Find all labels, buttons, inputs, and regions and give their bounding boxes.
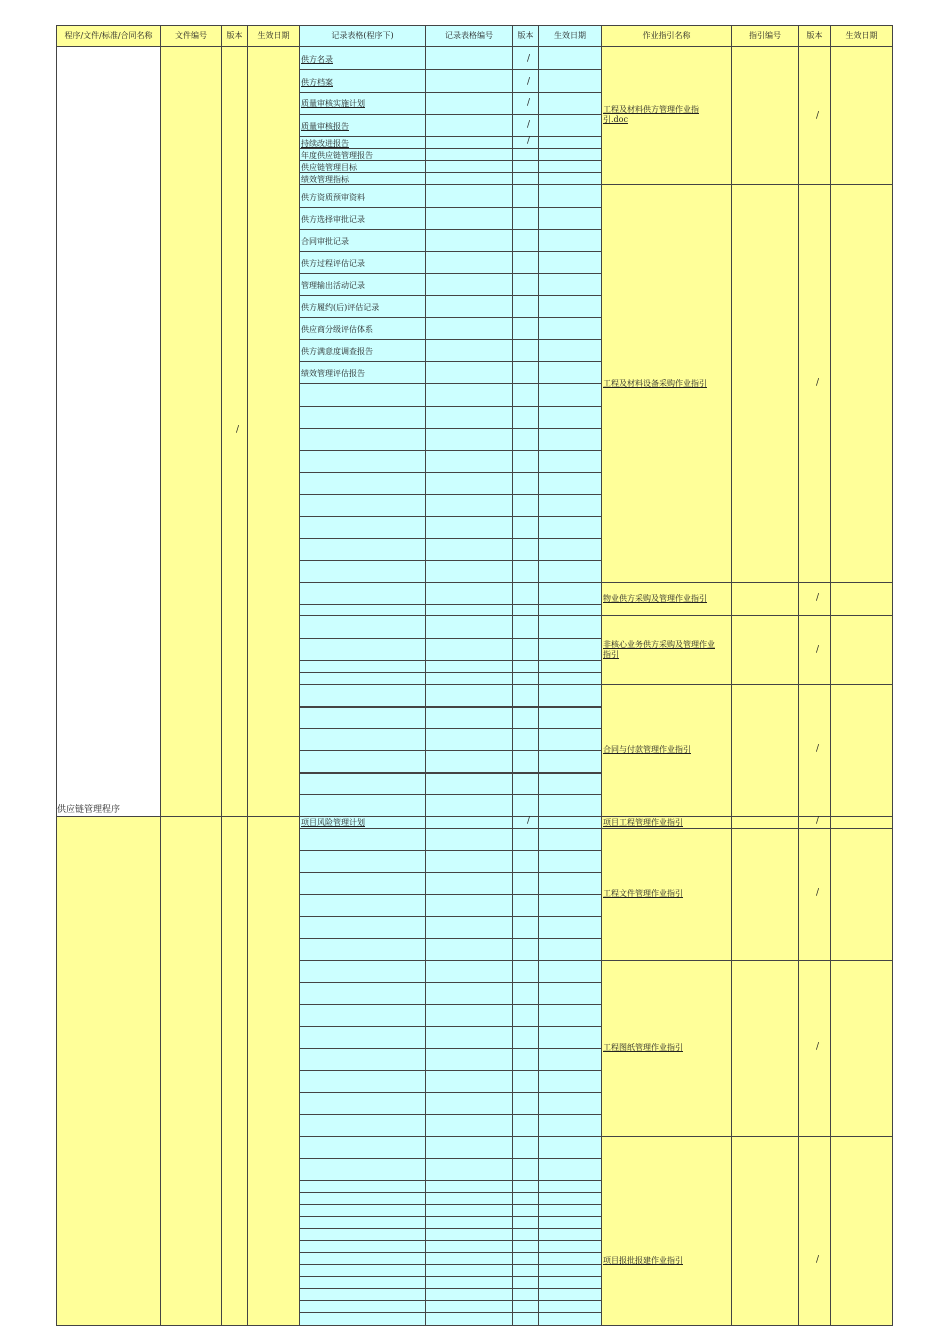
record-row-line: [299, 794, 601, 795]
record-quality-audit-plan[interactable]: 质量审核实施计划: [301, 99, 365, 108]
proc-name-block-2: [56, 816, 161, 1326]
header-record-no: [425, 25, 513, 47]
guides-area: [601, 46, 893, 1326]
guide-noncore-supplier-line1: 非核心业务供方采购及管理作业: [603, 640, 715, 649]
header-guide-eff-date: [830, 25, 893, 47]
guide-property-supplier[interactable]: 物业供方采购及管理作业指引: [603, 594, 707, 603]
record-chain-goals: 供应链管理目标: [301, 163, 357, 172]
guide-project-engineering-version: /: [816, 816, 820, 826]
record-row-line: [299, 828, 601, 829]
record-row-line: [299, 660, 601, 661]
record-quality-audit-plan-version: /: [527, 98, 531, 108]
record-row-line: [299, 114, 601, 115]
record-row-line: [299, 816, 601, 817]
guide-row-line: [601, 1136, 893, 1137]
record-row-line: [299, 538, 601, 539]
guide-engineering-supplier[interactable]: [603, 105, 699, 125]
record-row-line: [299, 516, 601, 517]
grid-vline: [299, 25, 300, 1326]
record-row-line: [299, 1228, 601, 1229]
header-guide-name: [601, 25, 732, 47]
record-row-line: [299, 1180, 601, 1181]
record-row-line: [299, 728, 601, 729]
header-guide-no-text: 指引编号: [749, 31, 781, 40]
header-file-no: [160, 25, 222, 47]
record-satisfaction-survey: 供方满意度调查报告: [301, 347, 373, 356]
header-record-form-text: 记录表格(程序下): [331, 31, 394, 40]
record-row-line: [299, 938, 601, 939]
record-row-line: [299, 1240, 601, 1241]
record-row-line: [299, 960, 601, 961]
grid-hline: [56, 1325, 893, 1326]
record-supplier-archive[interactable]: 供方档案: [301, 78, 333, 87]
record-supplier-list[interactable]: 供方名录: [301, 55, 333, 64]
guide-engineering-drawings[interactable]: 工程图纸管理作业指引: [603, 1043, 683, 1052]
grid-vline: [512, 25, 513, 1326]
procedure-name: 供应链管理程序: [57, 805, 121, 815]
record-row-line: [299, 1070, 601, 1071]
header-file-no-text: 文件编号: [175, 31, 207, 40]
record-row-line: [299, 1114, 601, 1115]
header-guide-name-text: 作业指引名称: [642, 31, 691, 40]
record-row-line: [299, 1004, 601, 1005]
grid-vline: [731, 25, 732, 1326]
record-performance-report: 绩效管理评估报告: [301, 369, 365, 378]
record-contract-approval: 合同审批记录: [301, 237, 349, 246]
guide-engineering-supplier-line1: 工程及材料供方管理作业指: [603, 105, 699, 114]
guide-row-line: [601, 828, 893, 829]
grid-vline: [798, 25, 799, 1326]
record-row-line: [299, 136, 601, 137]
record-row-line: [299, 894, 601, 895]
proc-date-col: [247, 46, 300, 1326]
record-row-line: [299, 339, 601, 340]
guide-noncore-supplier-version: /: [816, 645, 820, 655]
record-post-performance-eval: 供方履约(后)评估记录: [301, 303, 380, 312]
header-eff-date: [247, 25, 300, 47]
header-record-version: [512, 25, 539, 47]
record-row-line: [299, 560, 601, 561]
record-row-line: [299, 615, 601, 616]
grid-hline: [56, 25, 893, 26]
header-proc-name-text: 程序/文件/标准/合同名称: [64, 31, 153, 40]
record-row-line: [299, 604, 601, 605]
guide-engineering-supplier-line2: 引.doc: [603, 115, 628, 124]
guide-engineering-procurement[interactable]: 工程及材料设备采购作业指引: [603, 379, 707, 388]
guide-engineering-drawings-version: /: [816, 1042, 820, 1052]
proc-name-block-1: [56, 46, 161, 817]
proc-file-no-col: [160, 46, 222, 1326]
header-record-no-text: 记录表格编号: [445, 31, 493, 40]
record-row-line: [299, 1158, 601, 1159]
guide-engineering-supplier-version: /: [816, 111, 820, 121]
record-row-line: [299, 1026, 601, 1027]
record-project-risk-plan-version: /: [527, 816, 531, 826]
record-row-line: [299, 450, 601, 451]
grid-vline: [425, 25, 426, 1326]
record-row-line: [299, 92, 601, 93]
guide-contract-payment[interactable]: 合同与付款管理作业指引: [603, 745, 691, 754]
guide-row-line: [601, 960, 893, 961]
guide-engineering-documents-version: /: [816, 888, 820, 898]
guide-contract-payment-version: /: [816, 744, 820, 754]
record-row-line: [299, 638, 601, 639]
record-row-line: [299, 361, 601, 362]
guide-row-line: [601, 615, 893, 616]
guide-engineering-procurement-version: /: [816, 378, 820, 388]
record-row-line: [299, 850, 601, 851]
record-row-line: [299, 69, 601, 70]
record-continuous-improvement-version: /: [527, 136, 531, 146]
guide-project-engineering[interactable]: 项目工程管理作业指引: [603, 818, 683, 827]
guide-noncore-supplier-line2: 指引: [603, 650, 619, 659]
record-row-line: [299, 317, 601, 318]
record-row-line: [299, 1048, 601, 1049]
procedure-version-mark: /: [236, 425, 240, 435]
guide-row-line: [601, 816, 893, 817]
guide-row-line: [601, 184, 893, 185]
record-row-line: [299, 273, 601, 274]
record-row-line: [299, 229, 601, 230]
record-row-line: [299, 1252, 601, 1253]
record-performance-indicators: 绩效管理指标: [301, 175, 349, 184]
header-guide-version: [798, 25, 831, 47]
record-row-line: [299, 1288, 601, 1289]
record-row-line: [299, 707, 601, 708]
record-row-line: [299, 207, 601, 208]
record-row-line: [299, 1216, 601, 1217]
record-project-risk-plan[interactable]: 项目风险管理计划: [301, 818, 365, 827]
record-row-line: [299, 46, 601, 47]
header-record-version-text: 版本: [517, 31, 534, 40]
record-row-line: [299, 1264, 601, 1265]
header-guide-eff-date-text: 生效日期: [845, 31, 878, 40]
record-row-line: [299, 1204, 601, 1205]
grid-hline: [56, 816, 299, 817]
record-row-line: [299, 383, 601, 384]
record-supplier-list-version: /: [527, 54, 531, 64]
record-supplier-grading: 供应商分级评估体系: [301, 325, 373, 334]
record-row-line: [299, 1300, 601, 1301]
record-row-line: [299, 773, 601, 774]
header-version: [221, 25, 248, 47]
record-process-evaluation: 供方过程评估记录: [301, 259, 365, 268]
record-quality-audit-report[interactable]: 质量审核报告: [301, 122, 349, 131]
record-row-line: [299, 750, 601, 751]
grid-vline: [538, 25, 539, 1326]
guide-engineering-documents[interactable]: 工程文件管理作业指引: [603, 889, 683, 898]
record-row-line: [299, 872, 601, 873]
header-guide-version-text: 版本: [806, 31, 823, 40]
record-row-line: [299, 1312, 601, 1313]
grid-vline: [221, 25, 222, 1326]
record-row-line: [299, 494, 601, 495]
record-row-line: [299, 251, 601, 252]
record-row-line: [299, 1192, 601, 1193]
guide-row-line: [601, 582, 893, 583]
grid-vline: [160, 25, 161, 1326]
header-proc-name: [56, 25, 161, 47]
record-supplier-archive-version: /: [527, 77, 531, 87]
header-record-eff-date-text: 生效日期: [554, 31, 586, 40]
grid-vline: [830, 25, 831, 1326]
proc-version-col: [221, 46, 248, 1326]
record-row-line: [299, 472, 601, 473]
header-version-text: 版本: [226, 31, 243, 40]
record-output-activities: 管理输出活动记录: [301, 281, 365, 290]
header-record-eff-date: [538, 25, 602, 47]
record-row-line: [299, 916, 601, 917]
record-row-line: [299, 428, 601, 429]
guide-project-approval[interactable]: 项目报批报建作业指引: [603, 1256, 683, 1265]
grid-vline: [892, 25, 893, 1326]
record-row-line: [299, 1276, 601, 1277]
record-row-line: [299, 1092, 601, 1093]
record-row-line: [299, 672, 601, 673]
record-row-line: [299, 684, 601, 685]
header-guide-no: [731, 25, 799, 47]
guide-row-line: [601, 684, 893, 685]
header-record-form: [299, 25, 426, 47]
record-continuous-improvement[interactable]: 持续改进报告: [301, 139, 349, 148]
guide-noncore-supplier[interactable]: [603, 640, 715, 660]
header-eff-date-text: 生效日期: [257, 31, 290, 40]
record-row-line: [299, 406, 601, 407]
record-annual-report: 年度供应链管理报告: [301, 151, 373, 160]
grid-vline: [56, 25, 57, 1326]
record-row-line: [299, 1136, 601, 1137]
guide-property-supplier-version: /: [816, 593, 820, 603]
record-qualification-prereview: 供方资质预审资料: [301, 193, 365, 202]
record-quality-audit-report-version: /: [527, 120, 531, 130]
record-row-line: [299, 582, 601, 583]
record-row-line: [299, 295, 601, 296]
record-row-line: [299, 982, 601, 983]
grid-vline: [247, 25, 248, 1326]
guide-project-approval-version: /: [816, 1255, 820, 1265]
grid-vline: [601, 25, 602, 1326]
record-selection-approval: 供方选择审批记录: [301, 215, 365, 224]
